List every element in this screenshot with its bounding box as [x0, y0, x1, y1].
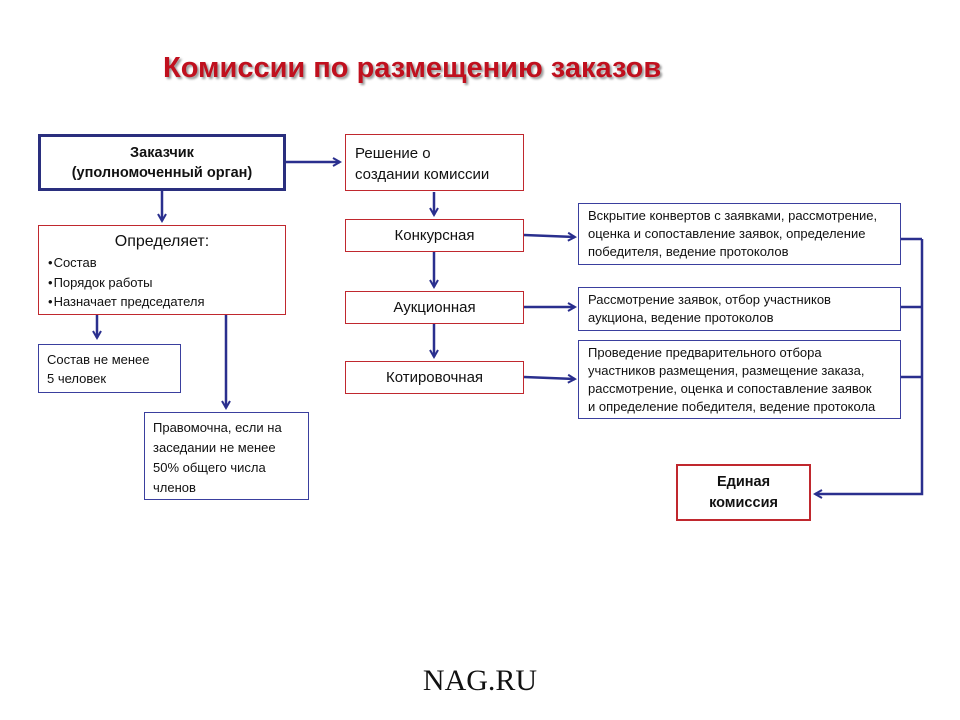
decision-box — [345, 134, 524, 191]
quotation-description-box — [578, 340, 901, 419]
description-line: Проведение предварительного отбора — [588, 345, 822, 360]
quorum-line3: 50% общего числа — [153, 460, 266, 475]
quorum-box — [144, 412, 309, 500]
description-line: и определение победителя, ведение протокола — [588, 399, 876, 414]
determines-box — [38, 225, 286, 315]
determines-item: • Состав — [48, 253, 285, 273]
description-line: победителя, ведение протоколов — [588, 244, 789, 259]
determines-heading: Определяет: — [114, 233, 210, 250]
auction-commission-box: Аукционная — [345, 291, 524, 324]
decision-line1: Решение о — [355, 145, 431, 162]
contest-commission-box: Конкурсная — [345, 219, 524, 252]
determines-item: • Порядок работы — [48, 273, 285, 293]
composition-line2: 5 человек — [47, 371, 107, 386]
decision-line2: создании комиссии — [355, 166, 490, 183]
page-title: Комиссии по размещению заказов — [163, 52, 662, 84]
unified-line1: Единая — [716, 474, 771, 490]
quotation-commission-box: Котировочная — [345, 361, 524, 394]
description-line: оценка и сопоставление заявок, определение — [588, 226, 866, 241]
composition-box — [38, 344, 181, 393]
unified-commission-box — [676, 464, 811, 521]
customer-line2: (уполномоченный орган) — [71, 165, 253, 181]
quorum-line2: заседании не менее — [153, 440, 276, 455]
description-line: аукциона, ведение протоколов — [588, 310, 774, 325]
arrow-contest-to-desc — [524, 235, 575, 237]
quorum-line4: членов — [153, 480, 196, 495]
determines-item: • Назначает председателя — [48, 292, 285, 312]
contest-description-box — [578, 203, 901, 265]
description-line: участников размещения, размещение заказа, — [588, 363, 865, 378]
determines-list — [48, 253, 285, 312]
quorum-line1: Правомочна, если на — [153, 420, 282, 435]
unified-line2: комиссия — [709, 495, 778, 511]
arrow-quotation-to-desc — [524, 377, 575, 379]
composition-line1: Состав не менее — [47, 352, 150, 367]
description-line: Вскрытие конвертов с заявками, рассмотрение, — [588, 208, 878, 223]
customer-box — [38, 134, 286, 191]
description-line: Рассмотрение заявок, отбор участников — [588, 292, 831, 307]
customer-line1: Заказчик — [130, 145, 194, 161]
auction-description-box — [578, 287, 901, 331]
footer-watermark: NAG.RU — [422, 664, 538, 697]
description-line: рассмотрение, оценка и сопоставление заявок — [588, 381, 872, 396]
